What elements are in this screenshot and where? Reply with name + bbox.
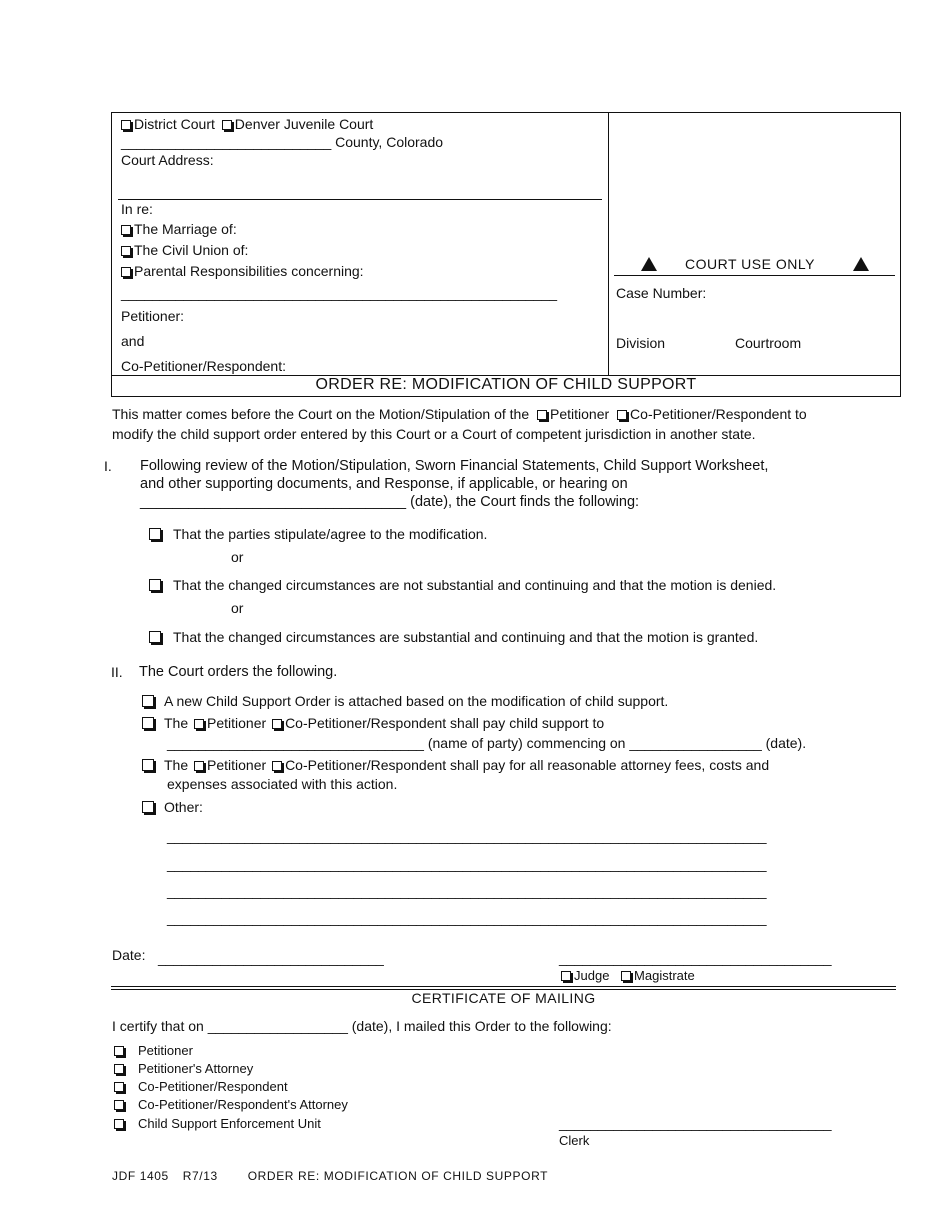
date-label: Date:	[112, 947, 146, 963]
order-1-checkbox[interactable]	[142, 695, 154, 707]
division-label: Division	[616, 335, 666, 351]
recipient-label: Child Support Enforcement Unit	[138, 1116, 321, 1131]
finding-option-1	[149, 526, 487, 542]
order-2-checkbox[interactable]	[142, 717, 154, 729]
denver-juvenile-label: Denver Juvenile Court	[234, 116, 374, 132]
order-2-the: The	[164, 715, 189, 731]
recipient-checkbox[interactable]	[114, 1119, 124, 1129]
co-petitioner-label: Co-Petitioner/Respondent:	[121, 358, 286, 374]
recipient-petitioner-attorney	[114, 1061, 253, 1076]
finding-1-label: That the parties stipulate/agree to the modification.	[173, 526, 488, 542]
certificate-rule-top	[111, 986, 896, 987]
certificate-heading: CERTIFICATE OF MAILING	[411, 990, 596, 1006]
civil-union-row	[121, 242, 248, 258]
recipient-label: Petitioner	[138, 1043, 193, 1058]
marriage-label: The Marriage of:	[134, 221, 237, 237]
section-1-numeral: I.	[104, 458, 112, 474]
finding-option-2	[149, 577, 776, 593]
clerk-label: Clerk	[559, 1133, 590, 1148]
order-3-checkbox[interactable]	[142, 759, 154, 771]
order-3-line-2: expenses associated with this action.	[167, 776, 398, 792]
parental-label: Parental Responsibilities concerning:	[134, 263, 364, 279]
triangle-right-icon	[853, 257, 869, 274]
judge-label: Judge	[574, 968, 610, 983]
finding-3-label: That the changed circumstances are substantial and continuing and that the motion is granted.	[173, 629, 759, 645]
order-1-label: A new Child Support Order is attached based on the modification of child support.	[164, 693, 669, 709]
recipient-co-petitioner	[114, 1079, 288, 1094]
courtroom-label: Courtroom	[735, 335, 802, 351]
order-2-petitioner-label: Petitioner	[207, 715, 267, 731]
order-3-petitioner-checkbox[interactable]	[194, 761, 204, 771]
recipient-checkbox[interactable]	[114, 1100, 124, 1110]
petitioner-label: Petitioner:	[121, 308, 185, 324]
magistrate-checkbox[interactable]	[621, 971, 631, 981]
finding-2-checkbox[interactable]	[149, 579, 161, 591]
marriage-checkbox[interactable]	[121, 225, 131, 235]
certify-line[interactable]: I certify that on __________________ (date), I mailed this Order to the following:	[112, 1018, 612, 1034]
parties-line[interactable]: ________________________________________________________	[121, 285, 558, 301]
order-2-line-2[interactable]: _________________________________ (name of party) commencing on _________________ (date).	[167, 735, 807, 751]
order-3-co-petitioner-checkbox[interactable]	[272, 761, 282, 771]
footer-title: ORDER RE: MODIFICATION OF CHILD SUPPORT	[247, 1169, 549, 1183]
section-1-line-3[interactable]: _________________________________ (date), the Court finds the following:	[140, 494, 640, 510]
or-label-2: or	[231, 600, 244, 616]
parental-checkbox[interactable]	[121, 267, 131, 277]
court-use-rule	[614, 275, 895, 276]
order-3-the: The	[164, 757, 189, 773]
recipient-label: Co-Petitioner/Respondent	[138, 1079, 288, 1094]
caption-divider	[608, 112, 609, 375]
intro-petitioner-label: Petitioner	[550, 406, 610, 422]
order-3-petitioner-label: Petitioner	[207, 757, 267, 773]
order-item-other	[142, 799, 203, 815]
finding-2-label: That the changed circumstances are not substantial and continuing and that the motion is denied.	[173, 577, 777, 593]
recipient-petitioner	[114, 1043, 193, 1058]
recipient-checkbox[interactable]	[114, 1064, 124, 1074]
intro-line-1	[112, 406, 807, 422]
or-label-1: or	[231, 549, 244, 565]
order-item-1	[142, 693, 668, 709]
address-rule	[118, 199, 602, 200]
recipient-co-petitioner-attorney	[114, 1097, 348, 1112]
county-line[interactable]: ___________________________ County, Colorado	[121, 134, 444, 150]
intro-co-petitioner-checkbox[interactable]	[617, 410, 627, 420]
other-blank-line[interactable]: _____________________________________________________________________________	[167, 910, 767, 926]
other-blank-line[interactable]: _____________________________________________________________________________	[167, 828, 767, 844]
civil-union-checkbox[interactable]	[121, 246, 131, 256]
order-2-petitioner-checkbox[interactable]	[194, 719, 204, 729]
order-2-rest: Co-Petitioner/Respondent shall pay child support to	[285, 715, 605, 731]
signature-line[interactable]: ___________________________________	[559, 950, 832, 966]
order-item-3	[142, 757, 769, 773]
order-3-rest: Co-Petitioner/Respondent shall pay for all reasonable attorney fees, costs and	[285, 757, 770, 773]
order-item-2	[142, 715, 604, 731]
district-court-checkbox[interactable]	[121, 120, 131, 130]
date-line[interactable]: _____________________________	[158, 950, 384, 966]
parental-row	[121, 263, 364, 279]
section-2-heading: The Court orders the following.	[139, 664, 338, 680]
recipient-label: Petitioner's Attorney	[138, 1061, 254, 1076]
section-2-numeral: II.	[111, 664, 123, 680]
intro-petitioner-checkbox[interactable]	[537, 410, 547, 420]
magistrate-label: Magistrate	[634, 968, 695, 983]
district-court-label: District Court	[134, 116, 215, 132]
recipient-checkbox[interactable]	[114, 1082, 124, 1092]
finding-1-checkbox[interactable]	[149, 528, 161, 540]
intro-text-b: Co-Petitioner/Respondent to	[630, 406, 807, 422]
other-checkbox[interactable]	[142, 801, 154, 813]
civil-union-label: The Civil Union of:	[134, 242, 249, 258]
clerk-signature-line[interactable]: ___________________________________	[559, 1115, 832, 1131]
footer-form-id: JDF 1405	[112, 1169, 169, 1183]
marriage-row	[121, 221, 237, 237]
judge-magistrate-row	[561, 968, 695, 983]
judge-checkbox[interactable]	[561, 971, 571, 981]
denver-juvenile-checkbox[interactable]	[222, 120, 232, 130]
court-use-only-label: COURT USE ONLY	[685, 256, 815, 272]
finding-3-checkbox[interactable]	[149, 631, 161, 643]
finding-option-3	[149, 629, 758, 645]
other-label: Other:	[164, 799, 203, 815]
and-label: and	[121, 333, 145, 349]
court-address-label: Court Address:	[121, 152, 214, 168]
recipient-cseu	[114, 1116, 321, 1131]
other-blank-line[interactable]: _____________________________________________________________________________	[167, 856, 767, 872]
footer-revision: R7/13	[182, 1169, 218, 1183]
triangle-left-icon	[641, 257, 657, 274]
intro-line-2: modify the child support order entered by this Court or a Court of competent jurisdiction in another state.	[112, 426, 756, 442]
case-number-label: Case Number:	[616, 285, 707, 301]
order-2-co-petitioner-checkbox[interactable]	[272, 719, 282, 729]
section-1-line-2: and other supporting documents, and Response, if applicable, or hearing on	[140, 476, 628, 492]
section-1-line-1: Following review of the Motion/Stipulation, Sworn Financial Statements, Child Support Worksheet,	[140, 458, 769, 474]
footer	[112, 1169, 548, 1183]
intro-text-a: This matter comes before the Court on the Motion/Stipulation of the	[112, 406, 530, 422]
in-re-label: In re:	[121, 201, 153, 217]
document-title: ORDER RE: MODIFICATION OF CHILD SUPPORT	[315, 376, 697, 393]
other-blank-line[interactable]: _____________________________________________________________________________	[167, 883, 767, 899]
recipient-checkbox[interactable]	[114, 1046, 124, 1056]
court-type-row	[121, 116, 373, 132]
recipient-label: Co-Petitioner/Respondent's Attorney	[138, 1097, 348, 1112]
